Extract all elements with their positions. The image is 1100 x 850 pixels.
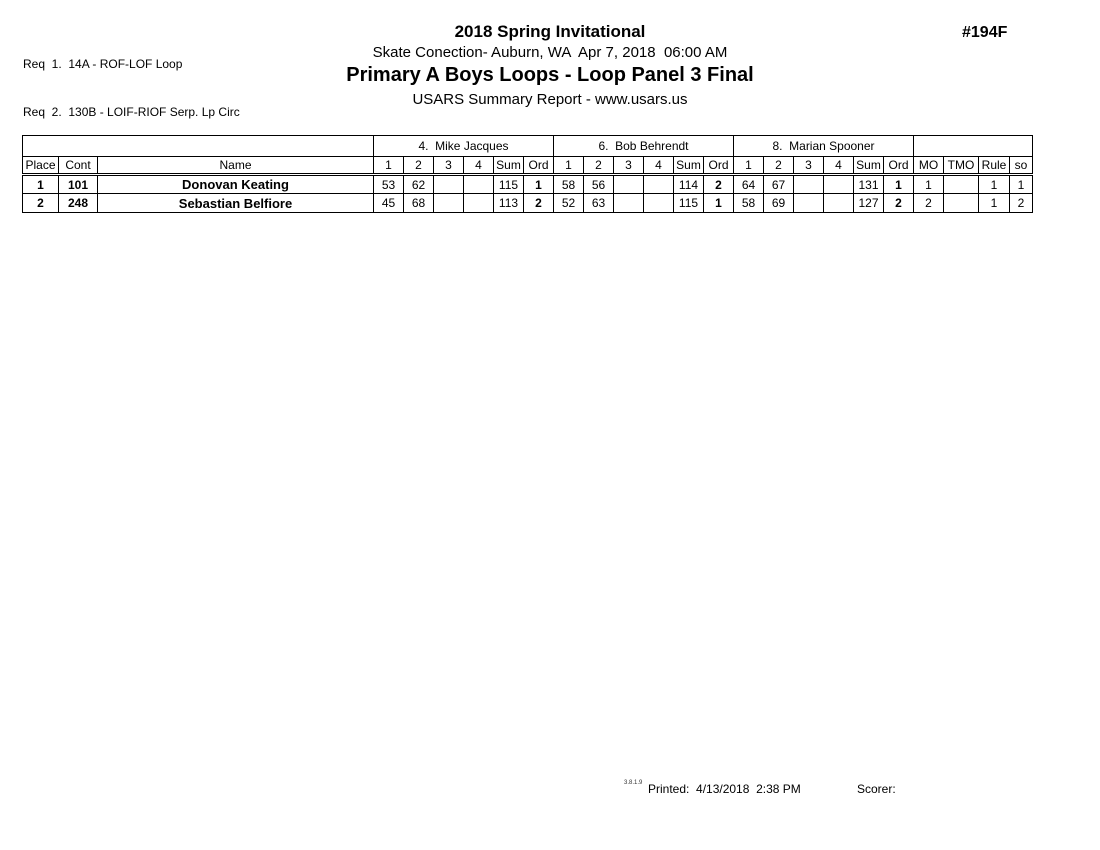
- results-table: [22, 135, 1033, 213]
- header-cell-judge1-ord: Ord: [524, 157, 554, 175]
- judge1-score1-cell: 53: [374, 175, 404, 194]
- header-cell-judge3-ord: Ord: [884, 157, 914, 175]
- judge1-score2-cell: 62: [404, 175, 434, 194]
- header-cell-judge3-sum: Sum: [854, 157, 884, 175]
- judge3-score2-cell: 69: [764, 194, 794, 213]
- header-cell-judge1-1: 1: [374, 157, 404, 175]
- place-cell: 1: [23, 175, 59, 194]
- tmo-cell: [944, 175, 979, 194]
- software-version: 3.8.1.9: [624, 780, 643, 786]
- header-cell-so: so: [1010, 157, 1033, 175]
- judge2-score1-cell: 58: [554, 175, 584, 194]
- header-cell-judge2-ord: Ord: [704, 157, 734, 175]
- spacer-cell: [23, 136, 374, 157]
- header-cell-judge2-sum: Sum: [674, 157, 704, 175]
- results-table-body: [23, 136, 1033, 213]
- judge3-score3-cell: [794, 194, 824, 213]
- tmo-cell: [944, 194, 979, 213]
- header-cell-judge2-2: 2: [584, 157, 614, 175]
- header-cell-judge2-1: 1: [554, 157, 584, 175]
- judge2-score1-cell: 52: [554, 194, 584, 213]
- skater-name-cell: Sebastian Belfiore: [98, 194, 374, 213]
- header-cell-tmo: TMO: [944, 157, 979, 175]
- header-cell-cont: Cont: [59, 157, 98, 175]
- header-cell-judge2-3: 3: [614, 157, 644, 175]
- header-cell-judge3-2: 2: [764, 157, 794, 175]
- judge1-score2-cell: 68: [404, 194, 434, 213]
- result-row-2: [23, 194, 1033, 213]
- spacer-cell: [914, 136, 1033, 157]
- judge1-score3-cell: [434, 194, 464, 213]
- judge3-sum-cell: 127: [854, 194, 884, 213]
- judge2-score4-cell: [644, 194, 674, 213]
- scorer-label: Scorer:: [857, 782, 896, 796]
- judge3-ordinal-cell: 1: [884, 175, 914, 194]
- judge-name-cell-1: 4. Mike Jacques: [374, 136, 554, 157]
- result-row-1: [23, 175, 1033, 194]
- judge2-score4-cell: [644, 175, 674, 194]
- judge3-score2-cell: 67: [764, 175, 794, 194]
- judge3-score1-cell: 64: [734, 175, 764, 194]
- header-cell-judge1-2: 2: [404, 157, 434, 175]
- header-cell-judge2-4: 4: [644, 157, 674, 175]
- place-cell: 2: [23, 194, 59, 213]
- judge2-score3-cell: [614, 175, 644, 194]
- judge2-ordinal-cell: 1: [704, 194, 734, 213]
- header-cell-name: Name: [98, 157, 374, 175]
- so-cell: 1: [1010, 175, 1033, 194]
- rule-cell: 1: [979, 175, 1010, 194]
- skater-name-cell: Donovan Keating: [98, 175, 374, 194]
- judge-header-row: [23, 136, 1033, 157]
- printed-timestamp: Printed: 4/13/2018 2:38 PM: [648, 782, 801, 796]
- event-title: Primary A Boys Loops - Loop Panel 3 Final: [346, 64, 754, 86]
- so-cell: 2: [1010, 194, 1033, 213]
- judge2-score2-cell: 56: [584, 175, 614, 194]
- competition-title: 2018 Spring Invitational: [454, 22, 646, 41]
- header-cell-place: Place: [23, 157, 59, 175]
- judge3-score4-cell: [824, 175, 854, 194]
- header-cell-judge1-sum: Sum: [494, 157, 524, 175]
- judge1-score4-cell: [464, 175, 494, 194]
- report-type-line: USARS Summary Report - www.usars.us: [412, 91, 688, 108]
- judge1-score4-cell: [464, 194, 494, 213]
- judge1-score3-cell: [434, 175, 464, 194]
- judge2-score3-cell: [614, 194, 644, 213]
- judge3-score4-cell: [824, 194, 854, 213]
- judge1-ordinal-cell: 2: [524, 194, 554, 213]
- judge3-score1-cell: 58: [734, 194, 764, 213]
- header-cell-judge3-1: 1: [734, 157, 764, 175]
- req-line-1: Req 1. 14A - ROF-LOF Loop: [23, 57, 183, 71]
- rule-cell: 1: [979, 194, 1010, 213]
- judge1-ordinal-cell: 1: [524, 175, 554, 194]
- judge3-sum-cell: 131: [854, 175, 884, 194]
- header-cell-judge3-4: 4: [824, 157, 854, 175]
- mo-cell: 1: [914, 175, 944, 194]
- judge1-sum-cell: 115: [494, 175, 524, 194]
- req-line-2: Req 2. 130B - LOIF-RIOF Serp. Lp Circ: [23, 105, 240, 119]
- header-cell-judge1-4: 4: [464, 157, 494, 175]
- mo-cell: 2: [914, 194, 944, 213]
- judge2-sum-cell: 115: [674, 194, 704, 213]
- judge-name-cell-2: 6. Bob Behrendt: [554, 136, 734, 157]
- report-header: [0, 22, 1100, 108]
- judge2-ordinal-cell: 2: [704, 175, 734, 194]
- header-cell-judge3-3: 3: [794, 157, 824, 175]
- header-cell-judge1-3: 3: [434, 157, 464, 175]
- judge1-score1-cell: 45: [374, 194, 404, 213]
- header-cell-rule: Rule: [979, 157, 1010, 175]
- contestant-number-cell: 248: [59, 194, 98, 213]
- event-number: #194F: [962, 24, 1008, 41]
- venue-date-line: Skate Conection- Auburn, WA Apr 7, 2018 06:00 AM: [372, 44, 728, 61]
- judge1-sum-cell: 113: [494, 194, 524, 213]
- contestant-number-cell: 101: [59, 175, 98, 194]
- judge3-score3-cell: [794, 175, 824, 194]
- judge-name-cell-3: 8. Marian Spooner: [734, 136, 914, 157]
- judge3-ordinal-cell: 2: [884, 194, 914, 213]
- judge2-score2-cell: 63: [584, 194, 614, 213]
- judge2-sum-cell: 114: [674, 175, 704, 194]
- column-header-row: [23, 157, 1033, 175]
- header-cell-mo: MO: [914, 157, 944, 175]
